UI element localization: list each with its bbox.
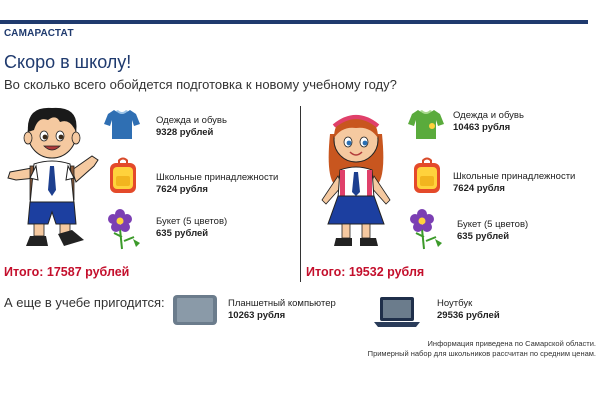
page-title: Скоро в школу! — [4, 52, 132, 72]
laptop-icon — [372, 296, 422, 328]
section-divider — [300, 106, 301, 282]
green-shirt-icon — [408, 108, 444, 140]
item-label: Одежда и обувь — [453, 110, 524, 121]
item-label: Школьные принадлежности — [156, 172, 279, 183]
page-subtitle: Во сколько всего обойдется подготовка к новому учебному году? — [4, 77, 397, 92]
footnote-region: Информация приведена по Самарской области. — [427, 339, 596, 348]
blue-shirt-icon — [104, 108, 140, 140]
tablet-icon — [172, 294, 218, 326]
item-label: Букет (5 цветов) — [156, 216, 228, 227]
item-label: Букет (5 цветов) — [457, 219, 529, 230]
brand-label: САМАРАСТАТ — [4, 28, 74, 39]
item-value: 29536 рублей — [437, 310, 500, 321]
boy-bouquet-item — [156, 216, 227, 240]
item-value: 10463 рубля — [453, 122, 511, 133]
item-value: 635 рублей — [457, 231, 510, 242]
boy-total: Итого: 17587 рублей — [4, 265, 130, 279]
schoolboy-illustration — [4, 100, 100, 250]
item-label: Одежда и обувь — [156, 115, 227, 126]
yellow-backpack-icon — [108, 156, 138, 194]
girl-total: Итого: 19532 рубля — [306, 265, 425, 279]
boy-supplies-item — [156, 172, 278, 196]
item-label: Планшетный компьютер — [228, 298, 336, 309]
item-value: 10263 рубля — [228, 310, 286, 321]
schoolgirl-illustration — [312, 104, 400, 250]
item-value: 9328 рублей — [156, 127, 214, 138]
item-label: Школьные принадлежности — [453, 171, 576, 182]
purple-flowers-icon — [106, 207, 144, 251]
yellow-backpack-icon — [412, 156, 442, 194]
tablet-item — [228, 298, 336, 322]
extras-heading: А еще в учебе пригодится: — [4, 295, 165, 310]
item-value: 7624 рубля — [453, 183, 505, 194]
item-label: Ноутбук — [437, 298, 473, 309]
girl-clothes-item — [453, 110, 524, 134]
laptop-item — [437, 298, 500, 322]
purple-flowers-icon — [408, 207, 446, 251]
footnote-method: Примерный набор для школьников рассчитан по средним ценам. — [367, 349, 596, 358]
header-bar — [0, 20, 588, 24]
girl-bouquet-item — [457, 219, 528, 243]
girl-supplies-item — [453, 171, 575, 195]
boy-clothes-item — [156, 115, 227, 139]
item-value: 635 рублей — [156, 228, 209, 239]
item-value: 7624 рубля — [156, 184, 208, 195]
